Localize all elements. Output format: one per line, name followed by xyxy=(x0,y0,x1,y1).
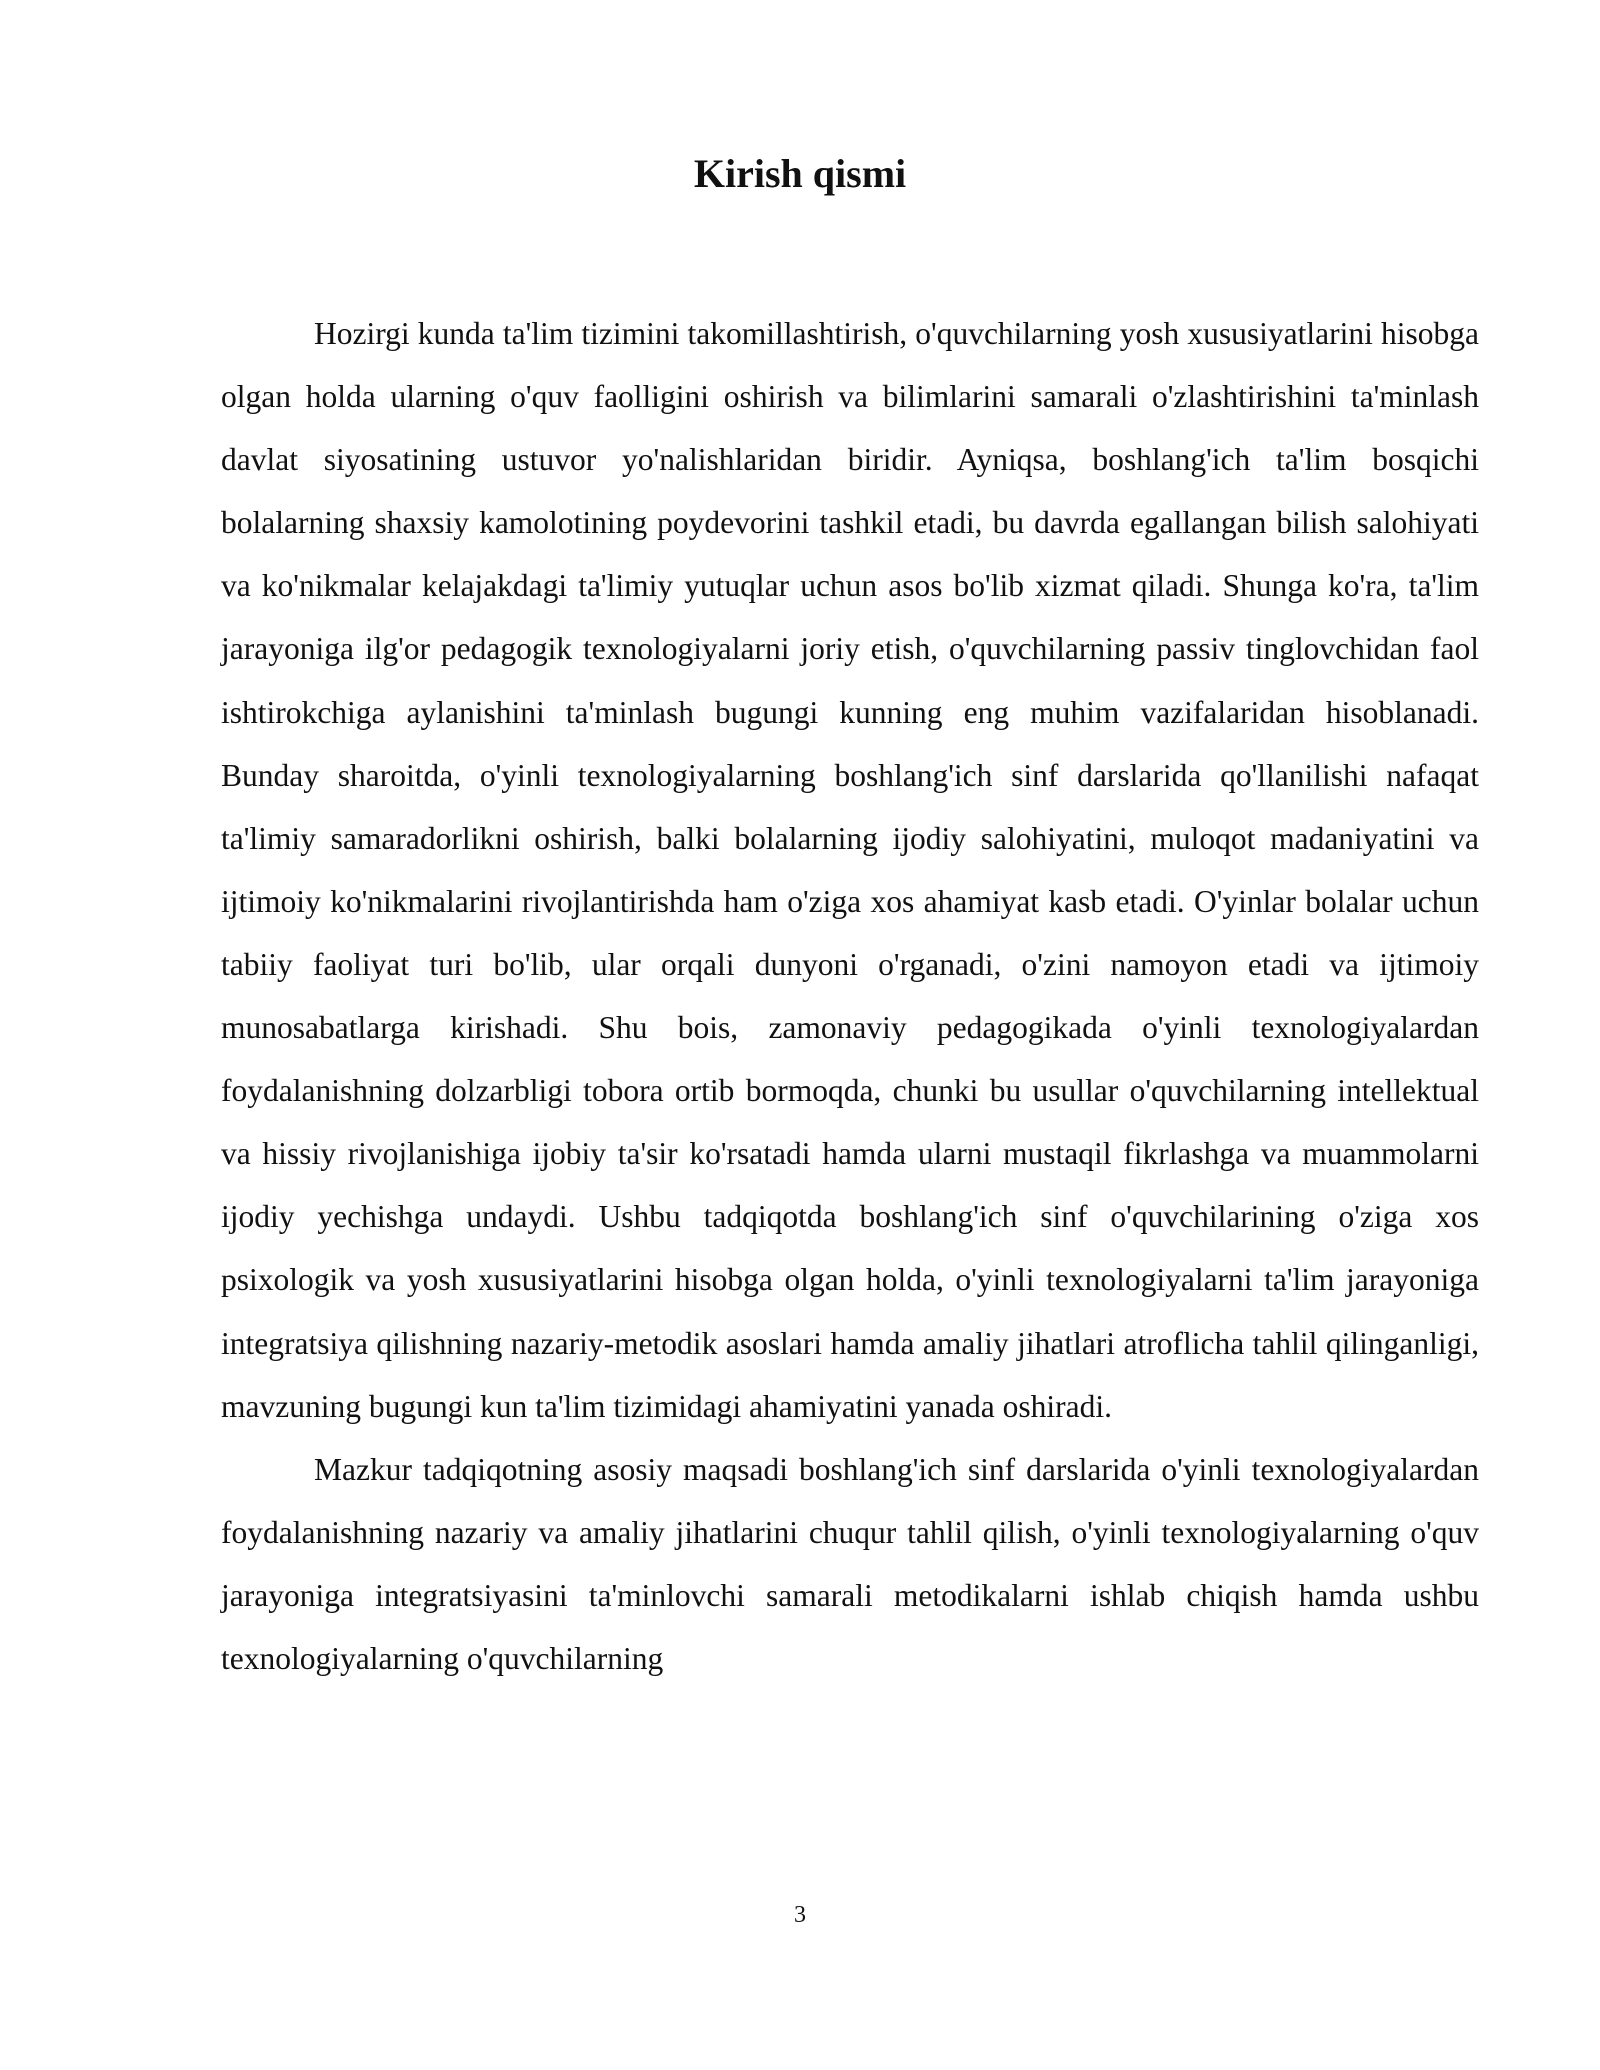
page-number: 3 xyxy=(794,1902,806,1928)
paragraph-1: Hozirgi kunda ta'lim tizimini takomillashtirish, o'quvchilarning yosh xususiyatlarini hisobga olgan holda ularning o'quv faolligini oshirish va bilimlarini samarali o'zlashtirishini ta'minlash davlat siyosatining ustuvor yo'nalishlaridan biridir. Ayniqsa, boshlang'ich ta'lim bosqichi bolalarning shaxsiy kamolotining poydevorini tashkil etadi, bu davrda egallangan bilish salohiyati va ko'nikmalar kelajakdagi ta'limiy yutuqlar uchun asos bo'lib xizmat qiladi. Shunga ko'ra, ta'lim jarayoniga ilg'or pedagogik texnologiyalarni joriy etish, o'quvchilarning passiv tinglovchidan faol ishtirokchiga aylanishini ta'minlash bugungi kunning eng muhim vazifalaridan hisoblanadi. Bunday sharoitda, o'yinli texnologiyalarning boshlang'ich sinf darslarida qo'llanilishi nafaqat ta'limiy samaradorlikni oshirish, balki bolalarning ijodiy salohiyatini, muloqot madaniyatini va ijtimoiy ko'nikmalarini rivojlantirishda ham o'ziga xos ahamiyat kasb etadi. O'yinlar bolalar uchun tabiiy faoliyat turi bo'lib, ular orqali dunyoni o'rganadi, o'zini namoyon etadi va ijtimoiy munosabatlarga kirishadi. Shu bois, zamonaviy pedagogikada o'yinli texnologiyalardan foydalanishning dolzarbligi tobora ortib bormoqda, chunki bu usullar o'quvchilarning intellektual va hissiy rivojlanishiga ijobiy ta'sir ko'rsatadi hamda ularni mustaqil fikrlashga va muammolarni ijodiy yechishga undaydi. Ushbu tadqiqotda boshlang'ich sinf o'quvchilarining o'ziga xos psixologik va yosh xususiyatlarini hisobga olgan holda, o'yinli texnologiyalarni ta'lim jarayoniga integratsiya qilishning nazariy-metodik asoslari hamda amaliy jihatlari atroflicha tahlil qilinganligi, mavzuning bugungi kun ta'lim tizimidagi ahamiyatini yanada oshiradi. xyxy=(221,316,1479,1424)
body-text xyxy=(221,302,1479,1690)
page-title: Kirish qismi xyxy=(693,151,907,196)
paragraph-2: Mazkur tadqiqotning asosiy maqsadi boshlang'ich sinf darslarida o'yinli texnologiyalardan foydalanishning nazariy va amaliy jihatlarini chuqur tahlil qilish, o'yinli texnologiyalarning o'quv jarayoniga integratsiyasini ta'minlovchi samarali metodikalarni ishlab chiqish hamda ushbu texnologiyalarning o'quvchilarning xyxy=(221,1451,1479,1676)
